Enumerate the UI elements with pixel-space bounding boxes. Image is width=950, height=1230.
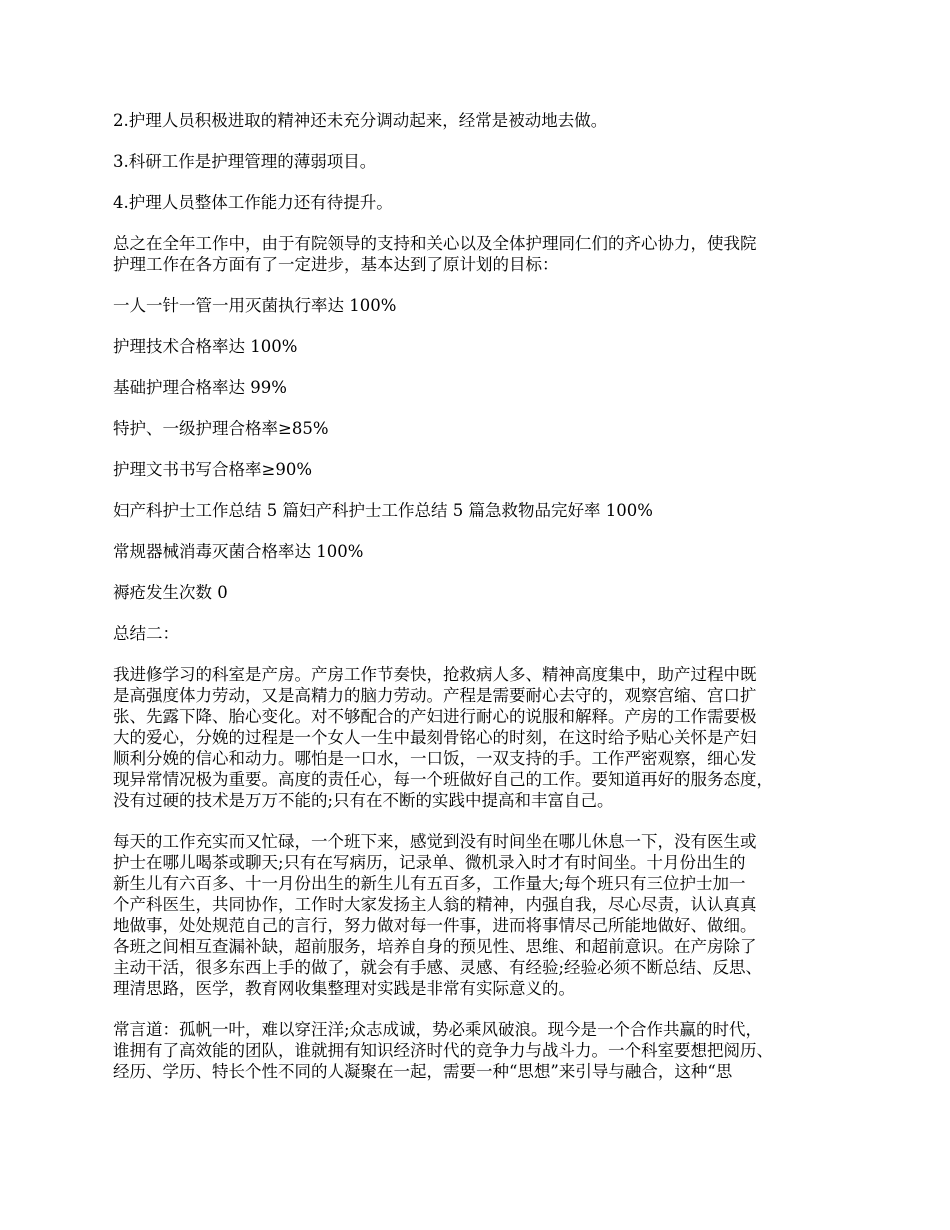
text-line: 张、先露下降、胎心变化。对不够配合的产妇进行耐心的说服和解释。产房的工作需要极 (113, 707, 757, 726)
text-line: 各班之间相互查漏补缺，超前服务，培养自身的预见性、思维、和超前意识。在产房除了 (113, 937, 757, 956)
text-line: 常言道：孤帆一叶，难以穿汪洋;众志成诚，势必乘风破浪。现今是一个合作共赢的时代， (113, 1020, 763, 1039)
paragraph-delivery-room (113, 664, 838, 811)
paragraph-summary-intro (113, 233, 838, 275)
stat-sterilization-rate: 一人一针一管一用灭菌执行率达 100% (113, 296, 397, 315)
paragraph-2: 3.科研工作是护理管理的薄弱项目。 (113, 152, 377, 171)
text-line: 护士在哪儿喝茶或聊天;只有在写病历，记录单、微机录入时才有时间坐。十月份出生的 (113, 853, 746, 872)
stat-basic-nursing: 基础护理合格率达 99% (113, 378, 287, 397)
text-line: 理清思路，医学，教育网收集整理对实践是非常有实际意义的。 (113, 979, 575, 998)
text-line: 我进修学习的科室是产房。产房工作节奏快，抢救病人多、精神高度集中，助产过程中既 (113, 665, 757, 684)
text-line: 地做事，处处规范自己的言行，努力做对每一件事，进而将事情尽己所能地做好、做细。 (113, 916, 757, 935)
text-line: 大的爱心，分娩的过程是一个女人一生中最刻骨铭心的时刻，在这时给予贴心关怀是产妇 (113, 728, 757, 747)
text-line: 没有过硬的技术是万万不能的;只有在不断的实践中提高和丰富自己。 (113, 791, 614, 810)
paragraph-3: 4.护理人员整体工作能力还有待提升。 (113, 193, 393, 212)
stat-nursing-documents: 护理文书书写合格率≥90% (113, 460, 312, 479)
text-line: 护理工作在各方面有了一定进步，基本达到了原计划的目标： (113, 255, 559, 274)
stat-emergency-supplies: 妇产科护士工作总结 5 篇妇产科护士工作总结 5 篇急救物品完好率 100% (113, 501, 653, 520)
text-line: 现异常情况极为重要。高度的责任心，每一个班做好自己的工作。要知道再好的服务态度， (113, 770, 773, 789)
text-line: 是高强度体力劳动，又是高精力的脑力劳动。产程是需要耐心去守的，观察宫缩、宫口扩 (113, 686, 757, 705)
stat-instrument-disinfection: 常规器械消毒灭菌合格率达 100% (113, 542, 364, 561)
paragraph-daily-work (113, 831, 838, 999)
text-line: 总之在全年工作中，由于有院领导的支持和关心以及全体护理同仁们的齐心协力，使我院 (113, 234, 757, 253)
text-line: 顺利分娩的信心和动力。哪怕是一口水，一口饭，一双支持的手。工作严密观察，细心发 (113, 749, 757, 768)
text-line: 经历、学历、特长个性不同的人凝聚在一起，需要一种“思想”来引导与融合，这种“思 (113, 1062, 733, 1081)
text-line: 新生儿有六百多、十一月份出生的新生儿有五百多，工作量大;每个班只有三位护士加一 (113, 874, 746, 893)
section-heading-summary-two: 总结二： (113, 624, 179, 643)
text-line: 每天的工作充实而又忙碌，一个班下来，感觉到没有时间坐在哪儿休息一下，没有医生或 (113, 832, 757, 851)
document-page (113, 110, 838, 1102)
text-line: 谁拥有了高效能的团队，谁就拥有知识经济时代的竞争力与战斗力。一个科室要想把阅历、 (113, 1041, 773, 1060)
stat-nursing-technique: 护理技术合格率达 100% (113, 337, 298, 356)
stat-special-nursing: 特护、一级护理合格率≥85% (113, 419, 329, 438)
text-line: 主动干活，很多东西上手的做了，就会有手感、灵感、有经验;经验必须不断总结、反思、 (113, 958, 763, 977)
paragraph-teamwork (113, 1019, 838, 1082)
stat-bedsore-count: 褥疮发生次数 0 (113, 583, 228, 602)
text-line: 个产科医生，共同协作，工作时大家发扬主人翁的精神，内强自我，尽心尽责，认认真真 (113, 895, 757, 914)
paragraph-1: 2.护理人员积极进取的精神还未充分调动起来，经常是被动地去做。 (113, 111, 608, 130)
